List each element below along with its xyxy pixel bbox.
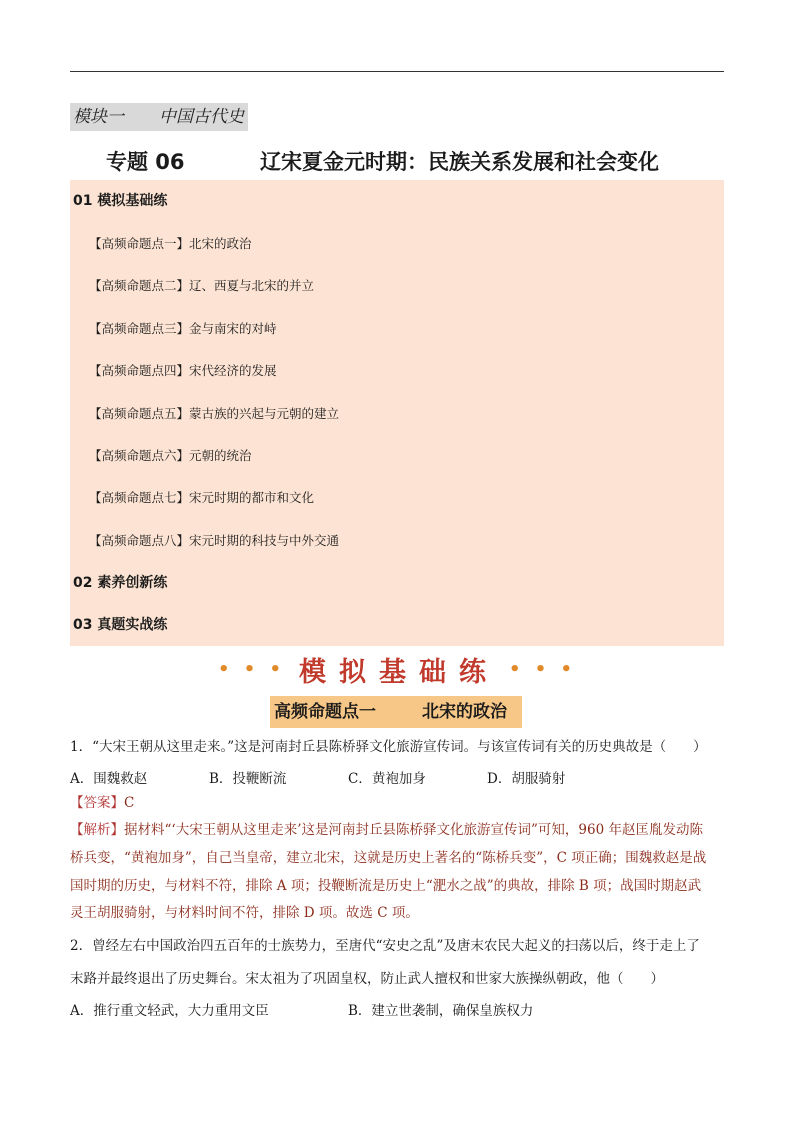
q1-analysis-line-2: 桥兵变，“黄袍加身”，自己当皇帝，建立北宋，这就是历史上著名的“陈桥兵变”，C 项正确；围魏救赵是战 [70, 850, 707, 866]
module-label: 模块一 [73, 107, 124, 127]
header-rule [70, 71, 724, 72]
answer-value: C [124, 795, 135, 811]
subsection-label: 高频命题点一 [274, 702, 376, 722]
topic-name: 辽宋夏金元时期：民族关系发展和社会变化 [260, 150, 659, 174]
answer-label: 【答案】 [70, 795, 124, 811]
toc-item-2[interactable]: 【高频命题点二】辽、西夏与北宋的并立 [89, 278, 315, 293]
toc-section-1[interactable]: 01 模拟基础练 [73, 193, 168, 209]
toc-item-6[interactable]: 【高频命题点六】元朝的统治 [89, 448, 252, 463]
analysis-label: 【解析】 [70, 822, 124, 838]
q1-option-d: D．胡服骑射 [487, 771, 566, 787]
toc-item-7[interactable]: 【高频命题点七】宋元时期的都市和文化 [89, 490, 315, 505]
q2-option-a: A．推行重文轻武，大力重用文臣 [70, 1003, 269, 1019]
banner-dots-right: • • • [509, 659, 577, 680]
q2-option-b: B．建立世袭制，确保皇族权力 [348, 1003, 534, 1019]
page-title [0, 147, 794, 177]
toc-item-5[interactable]: 【高频命题点五】蒙古族的兴起与元朝的建立 [89, 406, 340, 421]
toc-item-8[interactable]: 【高频命题点八】宋元时期的科技与中外交通 [89, 533, 340, 548]
toc-item-1[interactable]: 【高频命题点一】北宋的政治 [89, 236, 252, 251]
q1-analysis-line-3: 国时期的历史，与材料不符，排除 A 项；投鞭断流是历史上“淝水之战”的典故，排除 B 项；战国时期赵武 [70, 878, 702, 894]
q1-option-b: B．投鞭断流 [209, 771, 287, 787]
question-1-stem: 1．“大宋王朝从这里走来。”这是河南封丘县陈桥驿文化旅游宣传词。与该宣传词有关的历史典故是（ ） [70, 739, 707, 755]
question-2-stem-line-1: 2．曾经左右中国政治四五百年的士族势力，至唐代“安史之乱”及唐末农民大起义的扫荡以后，终于走上了 [70, 938, 700, 954]
banner-text: 模拟基础练 [299, 657, 499, 688]
banner-dots-left: • • • [217, 659, 285, 680]
module-name: 中国古代史 [159, 107, 244, 127]
section-banner [0, 650, 794, 686]
question-2-stem-line-2: 末路并最终退出了历史舞台。宋太祖为了巩固皇权，防止武人擅权和世家大族操纵朝政，他（ ） [70, 971, 664, 987]
subsection-name: 北宋的政治 [422, 702, 507, 722]
table-of-contents [70, 180, 724, 646]
toc-item-3[interactable]: 【高频命题点三】金与南宋的对峙 [89, 321, 277, 336]
toc-section-3[interactable]: 03 真题实战练 [73, 617, 168, 633]
q1-option-c: C．黄袍加身 [348, 771, 426, 787]
toc-section-2[interactable]: 02 素养创新练 [73, 575, 168, 591]
subsection-banner [270, 696, 522, 728]
q1-analysis-line-1: 【解析】据材料“‘大宋王朝从这里走来’这是河南封丘县陈桥驿文化旅游宣传词”可知，960 年赵匡胤发动陈 [70, 822, 703, 838]
topic-number: 专题 06 [106, 150, 185, 174]
q1-answer [70, 793, 134, 813]
toc-item-4[interactable]: 【高频命题点四】宋代经济的发展 [89, 363, 277, 378]
q1-analysis-line-4: 灵王胡服骑射，与材料时间不符，排除 D 项。故选 C 项。 [70, 905, 419, 921]
q1-option-a: A．围魏救赵 [70, 771, 148, 787]
module-tag [70, 103, 248, 131]
